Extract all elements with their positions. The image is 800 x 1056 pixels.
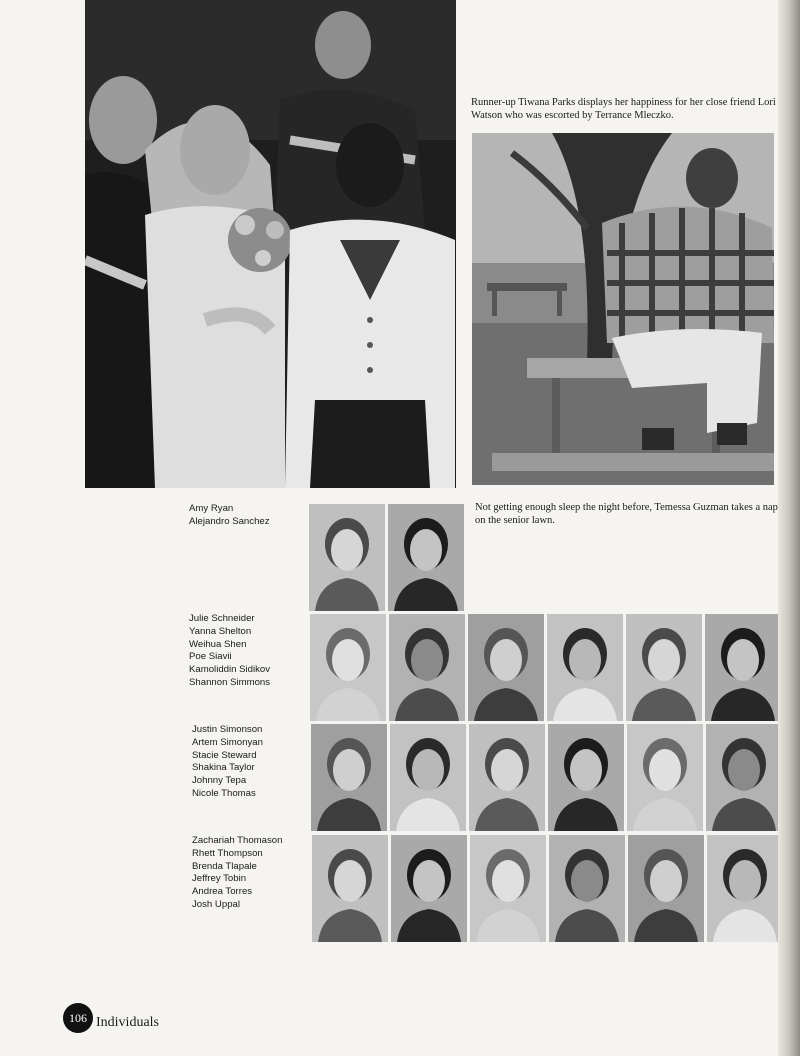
student-portrait [468,614,544,721]
student-portrait [626,614,702,721]
name-list-row-2 [189,613,270,690]
student-portrait [309,504,385,611]
student-portrait [390,724,466,831]
section-title: Individuals [96,1015,159,1030]
student-name: Johnny Tepa [192,775,247,787]
student-portrait [627,724,703,831]
student-name: Poe Siavii [189,651,232,663]
student-name: Weihua Shen [189,638,247,650]
page-number-badge: 106 [63,1003,93,1033]
student-name: Andrea Torres [192,886,253,898]
student-portrait [311,724,387,831]
student-name: Brenda Tlapale [192,860,257,872]
book-spine-shadow [778,0,800,1056]
student-name: Shannon Simmons [189,676,271,688]
name-list-row-1 [189,503,270,529]
student-name: Nicole Thomas [192,787,256,799]
student-name: Rhett Thompson [192,847,263,859]
student-portrait [470,835,546,942]
student-portrait [548,724,624,831]
name-list-row-3 [192,724,263,801]
student-name: Jeffrey Tobin [192,873,247,885]
student-portrait [549,835,625,942]
student-portrait [312,835,388,942]
nap-caption: Not getting enough sleep the night before, Temessa Guzman takes a nap on the senior lawn. [475,502,778,526]
name-list-row-4 [192,835,282,912]
student-portrait [628,835,704,942]
student-portrait [547,614,623,721]
student-name: Kamoliddin Sidikov [189,664,271,676]
student-name: Zachariah Thomason [192,835,283,846]
student-name: Shakina Taylor [192,762,255,774]
student-portrait [706,724,782,831]
senior-lawn-photo [472,133,774,485]
student-portrait [391,835,467,942]
student-portrait [389,614,465,721]
student-portrait [705,614,781,721]
student-name: Josh Uppal [192,898,240,910]
student-name: Artem Simonyan [192,736,263,748]
student-name: Julie Schneider [189,613,255,624]
student-name: Stacie Steward [192,749,257,761]
student-name: Yanna Shelton [189,625,252,637]
homecoming-caption: Runner-up Tiwana Parks displays her happiness for her close friend Lori Watson who was escorted by Terrance Mleczko. [471,97,776,121]
student-portrait [310,614,386,721]
homecoming-photo [85,0,456,488]
student-portrait [469,724,545,831]
student-portrait [707,835,783,942]
student-name: Amy Ryan [189,503,234,514]
student-name: Justin Simonson [192,724,263,735]
student-portrait [388,504,464,611]
student-name: Alejandro Sanchez [189,515,270,527]
